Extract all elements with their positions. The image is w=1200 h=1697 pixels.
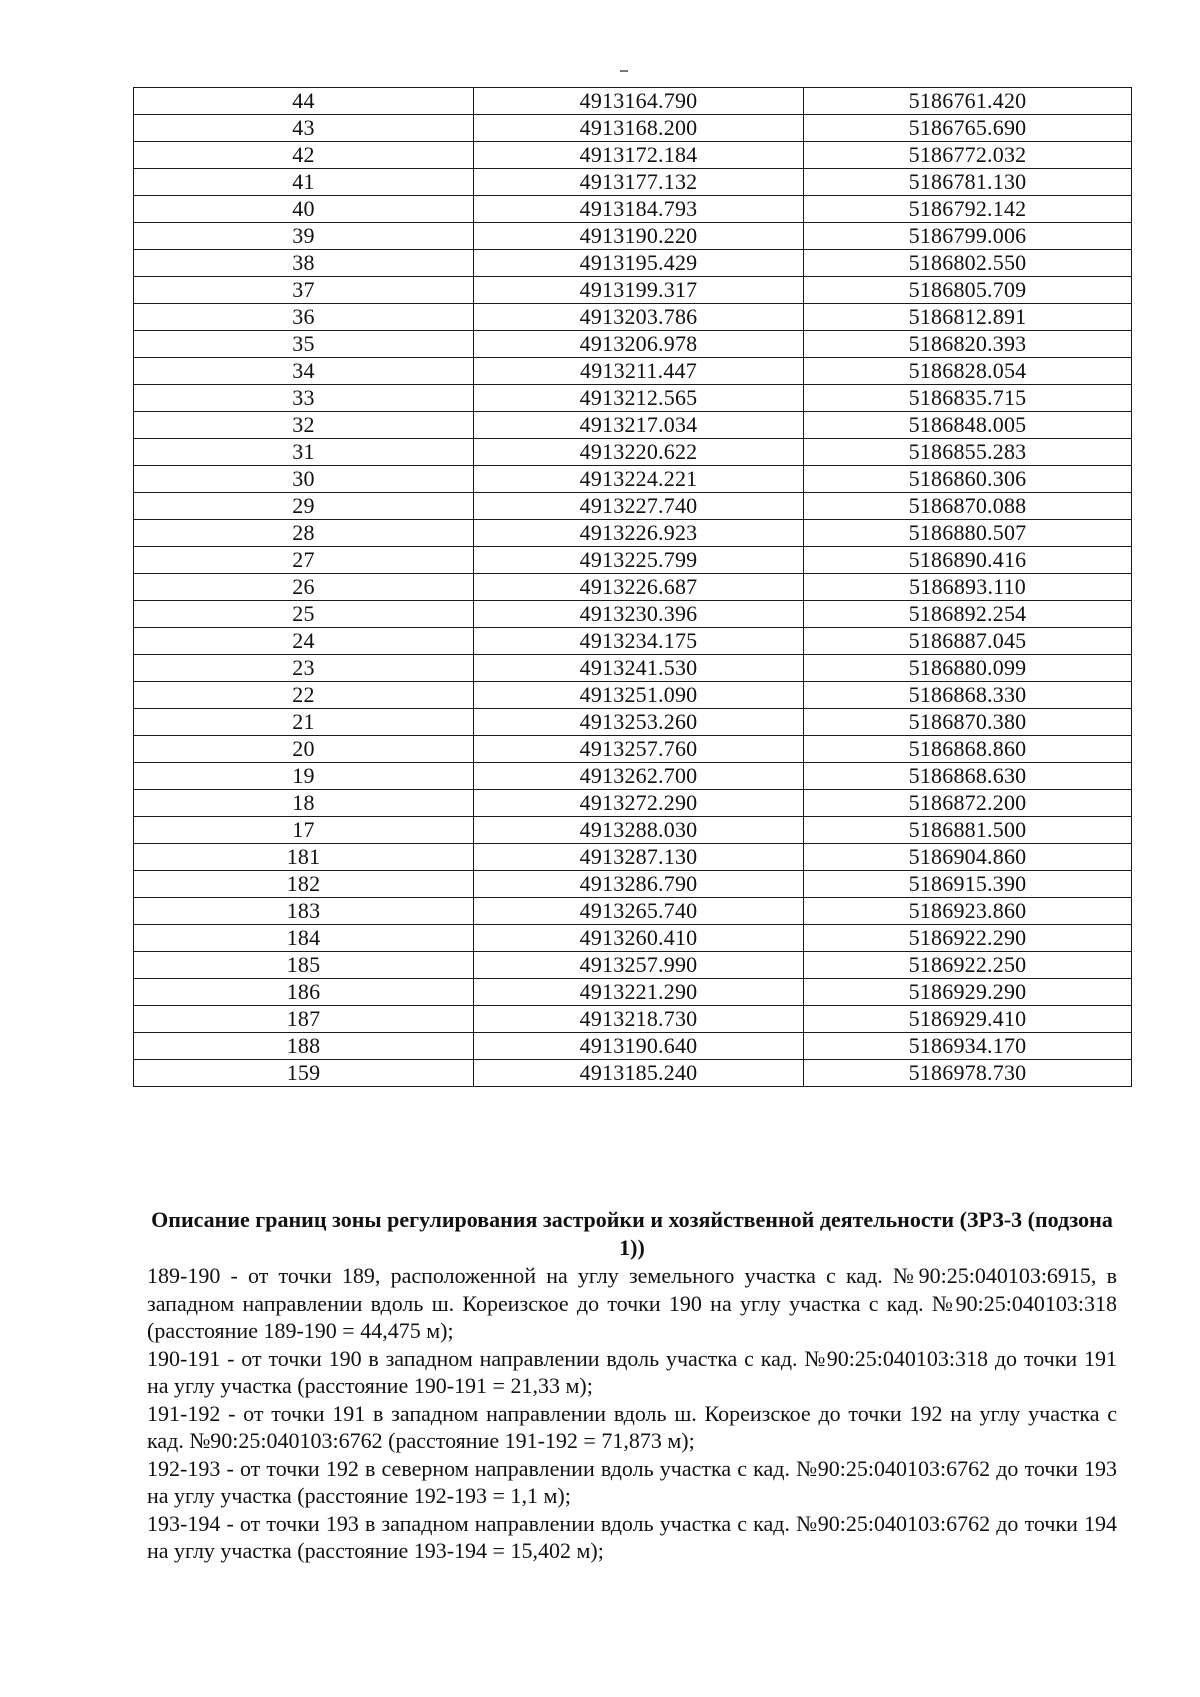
table-row (134, 871, 1132, 898)
point-number-cell: 183 (134, 898, 474, 925)
point-number-cell: 185 (134, 952, 474, 979)
x-coordinate-cell: 4913253.260 (474, 709, 804, 736)
y-coordinate-cell: 5186848.005 (804, 412, 1132, 439)
x-coordinate-cell: 4913195.429 (474, 250, 804, 277)
point-number-cell: 37 (134, 277, 474, 304)
y-coordinate-cell: 5186820.393 (804, 331, 1132, 358)
x-coordinate-cell: 4913230.396 (474, 601, 804, 628)
table-row (134, 547, 1132, 574)
table-row (134, 763, 1132, 790)
x-coordinate-cell: 4913217.034 (474, 412, 804, 439)
coordinates-table (133, 87, 1132, 1087)
x-coordinate-cell: 4913206.978 (474, 331, 804, 358)
table-row (134, 979, 1132, 1006)
point-number-cell: 30 (134, 466, 474, 493)
table-row (134, 196, 1132, 223)
point-number-cell: 21 (134, 709, 474, 736)
x-coordinate-cell: 4913286.790 (474, 871, 804, 898)
x-coordinate-cell: 4913265.740 (474, 898, 804, 925)
y-coordinate-cell: 5186870.380 (804, 709, 1132, 736)
y-coordinate-cell: 5186765.690 (804, 115, 1132, 142)
point-number-cell: 36 (134, 304, 474, 331)
table-row (134, 169, 1132, 196)
x-coordinate-cell: 4913224.221 (474, 466, 804, 493)
y-coordinate-cell: 5186922.250 (804, 952, 1132, 979)
table-row (134, 682, 1132, 709)
table-row (134, 304, 1132, 331)
table-row (134, 466, 1132, 493)
point-number-cell: 32 (134, 412, 474, 439)
table-row (134, 439, 1132, 466)
y-coordinate-cell: 5186868.330 (804, 682, 1132, 709)
x-coordinate-cell: 4913262.700 (474, 763, 804, 790)
point-number-cell: 43 (134, 115, 474, 142)
point-number-cell: 34 (134, 358, 474, 385)
point-number-cell: 184 (134, 925, 474, 952)
y-coordinate-cell: 5186890.416 (804, 547, 1132, 574)
point-number-cell: 25 (134, 601, 474, 628)
table-row (134, 250, 1132, 277)
boundary-paragraph-192-193: 192-193 - от точки 192 в северном направлении вдоль участка с кад. №90:25:040103:6762 до точки 193 на углу участка (расстояние 192-193 = 1,1 м); (147, 1455, 1117, 1508)
boundary-description-section (147, 1206, 1117, 1565)
table-row (134, 844, 1132, 871)
table-row (134, 358, 1132, 385)
y-coordinate-cell: 5186860.306 (804, 466, 1132, 493)
table-row (134, 142, 1132, 169)
x-coordinate-cell: 4913172.184 (474, 142, 804, 169)
coordinates-table-body (134, 88, 1132, 1087)
y-coordinate-cell: 5186881.500 (804, 817, 1132, 844)
table-row (134, 520, 1132, 547)
x-coordinate-cell: 4913251.090 (474, 682, 804, 709)
point-number-cell: 31 (134, 439, 474, 466)
x-coordinate-cell: 4913212.565 (474, 385, 804, 412)
point-number-cell: 44 (134, 88, 474, 115)
point-number-cell: 40 (134, 196, 474, 223)
point-number-cell: 20 (134, 736, 474, 763)
table-row (134, 88, 1132, 115)
table-row (134, 790, 1132, 817)
x-coordinate-cell: 4913184.793 (474, 196, 804, 223)
table-row (134, 925, 1132, 952)
x-coordinate-cell: 4913227.740 (474, 493, 804, 520)
table-row (134, 115, 1132, 142)
y-coordinate-cell: 5186880.099 (804, 655, 1132, 682)
point-number-cell: 181 (134, 844, 474, 871)
x-coordinate-cell: 4913226.687 (474, 574, 804, 601)
x-coordinate-cell: 4913164.790 (474, 88, 804, 115)
point-number-cell: 27 (134, 547, 474, 574)
point-number-cell: 29 (134, 493, 474, 520)
table-row (134, 574, 1132, 601)
y-coordinate-cell: 5186934.170 (804, 1033, 1132, 1060)
point-number-cell: 17 (134, 817, 474, 844)
table-row (134, 817, 1132, 844)
table-row (134, 628, 1132, 655)
x-coordinate-cell: 4913199.317 (474, 277, 804, 304)
scan-mark (620, 70, 628, 72)
point-number-cell: 38 (134, 250, 474, 277)
section-title: Описание границ зоны регулирования застройки и хозяйственной деятельности (ЗРЗ-3 (подзона 1)) (151, 1207, 1113, 1260)
y-coordinate-cell: 5186922.290 (804, 925, 1132, 952)
point-number-cell: 24 (134, 628, 474, 655)
point-number-cell: 22 (134, 682, 474, 709)
y-coordinate-cell: 5186781.130 (804, 169, 1132, 196)
table-row (134, 1006, 1132, 1033)
x-coordinate-cell: 4913218.730 (474, 1006, 804, 1033)
x-coordinate-cell: 4913203.786 (474, 304, 804, 331)
y-coordinate-cell: 5186792.142 (804, 196, 1132, 223)
y-coordinate-cell: 5186835.715 (804, 385, 1132, 412)
point-number-cell: 18 (134, 790, 474, 817)
y-coordinate-cell: 5186929.290 (804, 979, 1132, 1006)
point-number-cell: 26 (134, 574, 474, 601)
x-coordinate-cell: 4913257.760 (474, 736, 804, 763)
y-coordinate-cell: 5186872.200 (804, 790, 1132, 817)
y-coordinate-cell: 5186772.032 (804, 142, 1132, 169)
point-number-cell: 28 (134, 520, 474, 547)
boundary-paragraph-189-190: 189-190 - от точки 189, расположенной на углу земельного участка с кад. №90:25:040103:6915, в западном направлении вдоль ш. Кореизское до точки 190 на углу участка с кад. №90:25:040103:318 (расстояние 189-190 = 44,475 м); (147, 1263, 1117, 1343)
table-row (134, 412, 1132, 439)
point-number-cell: 35 (134, 331, 474, 358)
point-number-cell: 187 (134, 1006, 474, 1033)
x-coordinate-cell: 4913190.640 (474, 1033, 804, 1060)
y-coordinate-cell: 5186868.860 (804, 736, 1132, 763)
table-row (134, 1033, 1132, 1060)
boundary-paragraph-191-192: 191-192 - от точки 191 в западном направлении вдоль ш. Кореизское до точки 192 на углу участка с кад. №90:25:040103:6762 (расстояние 191-192 = 71,873 м); (147, 1400, 1117, 1453)
y-coordinate-cell: 5186799.006 (804, 223, 1132, 250)
table-row (134, 1060, 1132, 1087)
x-coordinate-cell: 4913287.130 (474, 844, 804, 871)
x-coordinate-cell: 4913241.530 (474, 655, 804, 682)
table-row (134, 493, 1132, 520)
x-coordinate-cell: 4913226.923 (474, 520, 804, 547)
table-row (134, 331, 1132, 358)
x-coordinate-cell: 4913225.799 (474, 547, 804, 574)
x-coordinate-cell: 4913257.990 (474, 952, 804, 979)
y-coordinate-cell: 5186761.420 (804, 88, 1132, 115)
table-row (134, 709, 1132, 736)
x-coordinate-cell: 4913168.200 (474, 115, 804, 142)
point-number-cell: 188 (134, 1033, 474, 1060)
x-coordinate-cell: 4913234.175 (474, 628, 804, 655)
table-row (134, 736, 1132, 763)
y-coordinate-cell: 5186893.110 (804, 574, 1132, 601)
y-coordinate-cell: 5186812.891 (804, 304, 1132, 331)
table-row (134, 898, 1132, 925)
point-number-cell: 159 (134, 1060, 474, 1087)
table-row (134, 277, 1132, 304)
table-row (134, 601, 1132, 628)
y-coordinate-cell: 5186892.254 (804, 601, 1132, 628)
point-number-cell: 19 (134, 763, 474, 790)
y-coordinate-cell: 5186880.507 (804, 520, 1132, 547)
table-row (134, 655, 1132, 682)
x-coordinate-cell: 4913220.622 (474, 439, 804, 466)
y-coordinate-cell: 5186868.630 (804, 763, 1132, 790)
y-coordinate-cell: 5186805.709 (804, 277, 1132, 304)
point-number-cell: 41 (134, 169, 474, 196)
point-number-cell: 186 (134, 979, 474, 1006)
y-coordinate-cell: 5186978.730 (804, 1060, 1132, 1087)
boundary-paragraph-193-194: 193-194 - от точки 193 в западном направлении вдоль участка с кад. №90:25:040103:6762 до точки 194 на углу участка (расстояние 193-194 = 15,402 м); (147, 1510, 1117, 1563)
x-coordinate-cell: 4913288.030 (474, 817, 804, 844)
y-coordinate-cell: 5186923.860 (804, 898, 1132, 925)
x-coordinate-cell: 4913221.290 (474, 979, 804, 1006)
boundary-paragraph-190-191: 190-191 - от точки 190 в западном направлении вдоль участка с кад. №90:25:040103:318 до точки 191 на углу участка (расстояние 190-191 = 21,33 м); (147, 1345, 1117, 1398)
point-number-cell: 33 (134, 385, 474, 412)
y-coordinate-cell: 5186915.390 (804, 871, 1132, 898)
x-coordinate-cell: 4913190.220 (474, 223, 804, 250)
point-number-cell: 42 (134, 142, 474, 169)
x-coordinate-cell: 4913185.240 (474, 1060, 804, 1087)
y-coordinate-cell: 5186904.860 (804, 844, 1132, 871)
point-number-cell: 23 (134, 655, 474, 682)
table-row (134, 952, 1132, 979)
y-coordinate-cell: 5186828.054 (804, 358, 1132, 385)
y-coordinate-cell: 5186929.410 (804, 1006, 1132, 1033)
table-row (134, 385, 1132, 412)
y-coordinate-cell: 5186855.283 (804, 439, 1132, 466)
table-row (134, 223, 1132, 250)
y-coordinate-cell: 5186887.045 (804, 628, 1132, 655)
x-coordinate-cell: 4913177.132 (474, 169, 804, 196)
x-coordinate-cell: 4913211.447 (474, 358, 804, 385)
point-number-cell: 182 (134, 871, 474, 898)
y-coordinate-cell: 5186870.088 (804, 493, 1132, 520)
point-number-cell: 39 (134, 223, 474, 250)
x-coordinate-cell: 4913272.290 (474, 790, 804, 817)
x-coordinate-cell: 4913260.410 (474, 925, 804, 952)
y-coordinate-cell: 5186802.550 (804, 250, 1132, 277)
